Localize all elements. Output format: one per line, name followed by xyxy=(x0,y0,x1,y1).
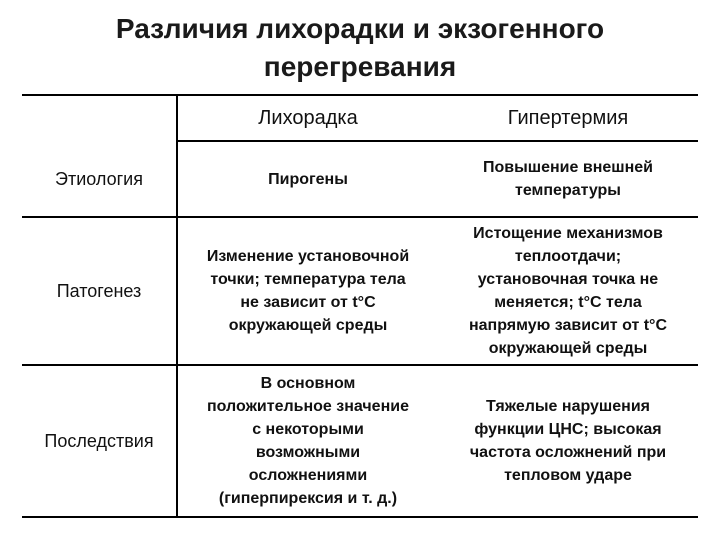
etiology-fever-cell xyxy=(178,142,438,216)
pathogenesis-fever-cell xyxy=(178,218,438,364)
text-line: тепловом ударе xyxy=(504,467,632,484)
column-header-fever-label: Лихорадка xyxy=(258,106,358,129)
text-line: осложнениями xyxy=(248,467,368,484)
row-label-etiology xyxy=(22,142,176,216)
column-header-hyperthermia-label: Гипертермия xyxy=(507,106,629,129)
text-line: температуры xyxy=(515,182,621,199)
etiology-hyperthermia-text xyxy=(483,156,653,202)
text-line: с некоторыми xyxy=(252,421,364,438)
etiology-fever-text xyxy=(268,168,348,191)
text-line: Повышение внешней xyxy=(483,159,653,176)
consequences-hyperthermia-cell xyxy=(438,366,698,516)
consequences-fever-text xyxy=(207,372,409,510)
title-line-1: Различия лихорадки и экзогенного xyxy=(115,13,605,44)
text-line: (гиперпирексия и т. д.) xyxy=(218,490,398,507)
pathogenesis-fever-text xyxy=(207,245,409,337)
row-label-consequences-text: Последствия xyxy=(44,430,154,451)
text-line: положительное значение xyxy=(207,398,409,415)
column-header-fever xyxy=(178,96,438,140)
consequences-fever-cell xyxy=(178,366,438,516)
pathogenesis-hyperthermia-text xyxy=(469,222,667,360)
page-title xyxy=(40,10,680,86)
text-line: В основном xyxy=(260,375,356,392)
text-line: частота осложнений при xyxy=(469,444,667,461)
etiology-hyperthermia-cell xyxy=(438,142,698,216)
row-label-consequences xyxy=(22,366,176,516)
pathogenesis-hyperthermia-cell xyxy=(438,218,698,364)
text-line: окружающей среды xyxy=(488,340,648,357)
text-line: меняется; t°С тела xyxy=(494,294,642,311)
text-line: Истощение механизмов xyxy=(473,225,663,242)
text-line: Пирогены xyxy=(268,170,348,188)
row-label-pathogenesis-text: Патогенез xyxy=(56,280,142,301)
text-line: не зависит от t°С xyxy=(240,294,376,311)
row-label-etiology-text: Этиология xyxy=(55,168,143,189)
text-line: точки; температура тела xyxy=(210,271,406,288)
text-line: установочная точка не xyxy=(477,271,659,288)
text-line: функции ЦНС; высокая xyxy=(474,421,662,438)
text-line: теплоотдачи; xyxy=(514,248,622,265)
text-line: окружающей среды xyxy=(228,317,388,334)
table-bottom-rule xyxy=(22,516,698,518)
text-line: Изменение установочной xyxy=(206,248,410,265)
column-header-hyperthermia xyxy=(438,96,698,140)
text-line: Тяжелые нарушения xyxy=(485,398,650,415)
consequences-hyperthermia-text xyxy=(470,395,666,487)
title-line-2: перегревания xyxy=(263,51,457,82)
row-label-pathogenesis xyxy=(22,218,176,364)
text-line: возможными xyxy=(255,444,361,461)
text-line: напрямую зависит от t°С xyxy=(468,317,668,334)
